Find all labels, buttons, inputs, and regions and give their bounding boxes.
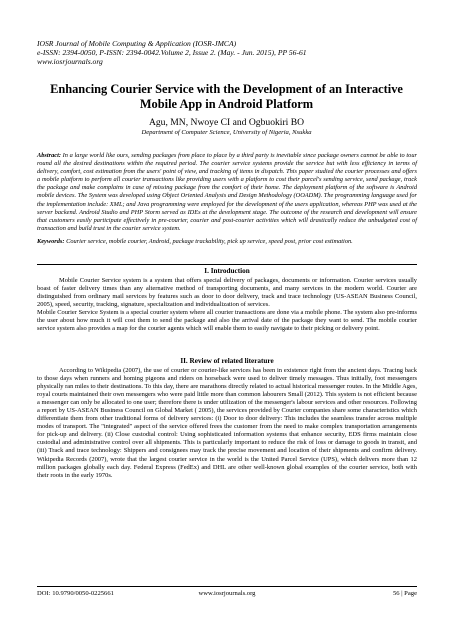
paper-authors: Agu, MN, Nwoye CI and Ogbuokiri BO (148, 117, 305, 128)
footer-doi: DOI: 10.9790/0050-0225661 (37, 590, 114, 597)
author-affiliation: Department of Computer Science, University of Nigeria, Nsukka (141, 129, 312, 136)
paper-title: Enhancing Courier Service with the Development of an Interactive Mobile App in Android Platform (50, 82, 403, 111)
keywords (37, 238, 417, 246)
abstract (37, 152, 417, 233)
footer-divider (37, 586, 417, 587)
journal-header (37, 39, 307, 67)
review-paragraph: According to Wikipedia (2007), the use of courier or courier-like services has been in existence right from the ancient days. Tracing back to those days when runners and homing pigeons and riders on horseback were used to deliver timely messages. Thus initially, foot messengers physically ran miles to their destinations. To this day, there are marathons directly related to actual historical messenger routes. In the Middle Ages, royal courts maintained their own messengers who were paid little more than common labourers Small (2012). This system is not efficient because a messenger can only be allocated to one user; therefore there is under utilization of the messenger's labour services and other resources. Following a report by US-ASEAN Business Council on Global Market ( 2005), the services provided by Courier companies share some characteristics which differentiate them from other traditional forms of delivery services: (i) Door to door delivery: This includes the seamless transfer across multiple modes of transport. The "integrated" aspect of the service offered frees the customer from the need to make complex transportation arrangements for pick-up and delivery. (ii) Close custodial control: Using sophisticated information systems that enhance security, EDS firms maintain close custodial and administrative control over all shipments. This is particularly important to reduce the risk of loss or damage to goods in transit, and (iii) Track and trace technology: Shippers and consignees may track the precise movement and location of their shipments and confirm delivery. Wikipedia Records (2007), wrote that the largest courier service in the world is the United Parcel Service (UPS), which delivers more than 12 million packages globally each day. Federal Express (FedEx) and DHL are other well-known global examples of the courier service, both with their roots in the early 1970s. (37, 367, 417, 479)
keywords-text: Courier service, mobile courier, Android, package trackability, pick up service, speed post, prior cost estimation. (66, 238, 353, 245)
introduction-paragraph: Mobile Courier Service System is a special courier system where all courier transactions are done via a mobile phone. The system also pre-informs the user about how much it will cost them to send the package and also the arrival date of the package they want to send. The mobile courier service system also provides a map for the courier agents which will enable them to easily navigate to their picking or delivery point. (37, 309, 417, 333)
review-body (37, 367, 417, 480)
keywords-label: Keywords: (37, 238, 65, 245)
abstract-text: In a large world like ours, sending packages from place to place by a third party is inevitable since package owners cannot be able to tour round all the desired destinations within the required period. The courier service systems provide the service but with less efficiency in terms of delivery, comfort, cost estimation from the users' point of view, and tracking of items in dispatch. This paper studied the courier processes and offers a mobile platform to perform all courier transactions like providing users with a platform to cost their parcel's sending service, send package, track the package and make complains in case of missing package from the comfort of their home. The deployment platform of the software is Android mobile devices. The System was developed using Object Oriented Analysis and Design Methodology (OOADM). The programming language used for the implementation include: XML; and Java programming were employed for the development of the users application, whereas PHP was used at the server backend. Android Studio and PHP Storm served as IDEs at the development stage. The outcome of the research and development will ensure that customers easily participate effectively in pre-courier, courier and post-courier activities which will drastically reduce the unbudgeted cost of transaction and build trust in the courier service system. (37, 152, 417, 232)
section-heading-introduction: I. Introduction (204, 267, 250, 275)
section-heading-review: II. Review of related literature (180, 357, 274, 365)
footer-page-number: 56 | Page (392, 590, 417, 597)
footer-website: www.iosrjournals.org (198, 590, 256, 597)
introduction-body (37, 277, 417, 333)
journal-name: IOSR Journal of Mobile Computing & Application (IOSR-JMCA) (37, 39, 237, 48)
abstract-divider (37, 264, 417, 265)
journal-issn-volume: e-ISSN: 2394-0050, P-ISSN: 2394-0042.Volume 2, Issue 2. (May. - Jun. 2015), PP 56-61 (37, 48, 307, 58)
journal-website: www.iosrjournals.org (37, 57, 103, 67)
introduction-paragraph: Mobile Courier Service system is a system that offers special delivery of packages, documents or information. Courier services usually boast of faster delivery times than any alternative method of transporting documents, and many services in the modern world. Courier are distinguished from ordinary mail services by features such as door to door delivery, track and trace technology (US-ASEAN Business Council, 2005), speed, security, tracking, signature, specialization and individualization of services. (37, 277, 417, 309)
abstract-label: Abstract: (37, 152, 61, 159)
